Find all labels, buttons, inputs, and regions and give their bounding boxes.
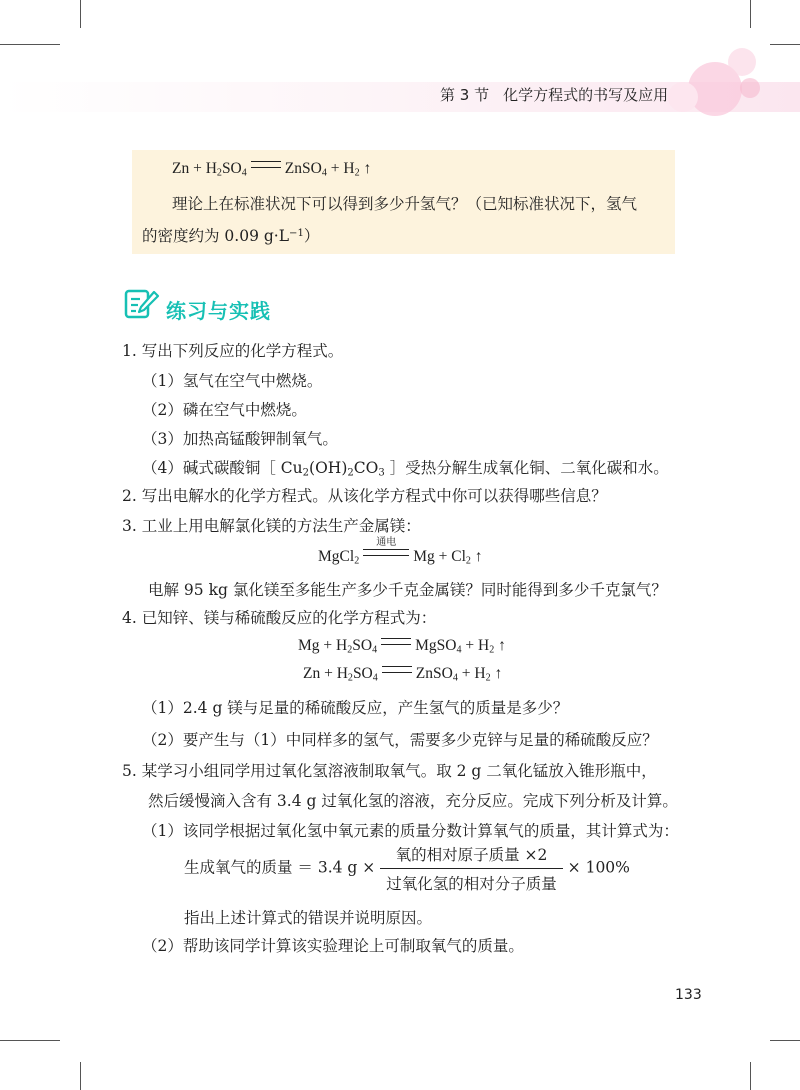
question-5-item: （2）帮助该同学计算该实验理论上可制取氧气的质量。 <box>142 937 524 955</box>
formula-numerator: 氧的相对原子质量 ×2 <box>380 843 563 869</box>
question-1-item: （2）磷在空气中燃烧。 <box>142 401 307 419</box>
reaction-condition: 通电 <box>376 537 397 549</box>
question-1-item: （4）碱式碳酸铜［ $Cu_2(OH)_2CO_3$ ］受热分解生成氧化铜、二氧化碳和水。 <box>142 459 669 479</box>
crop-mark <box>750 0 751 28</box>
crop-mark <box>80 1062 81 1090</box>
question-4-equation-2: $Zn + H_2SO_4$ ZnSO$_4$ + $H_2$ ↑ <box>303 665 503 684</box>
question-3-question: 电解 95 kg 氯化镁至多能生产多少千克金属镁？同时能得到多少千克氯气？ <box>148 581 667 599</box>
question-1-stem: 1. 写出下列反应的化学方程式。 <box>122 342 344 360</box>
question-1-item: （1）氢气在空气中燃烧。 <box>142 372 323 390</box>
section-number: 第 3 节 <box>440 86 490 104</box>
formula-prefix: 生成氧气的质量 ＝ 3.4 g × <box>184 858 376 877</box>
question-5-formula <box>184 843 630 894</box>
example-question-line: 的密度约为 0.09 $g\cdot L^{-1}$） <box>142 227 320 245</box>
crop-mark <box>770 1040 800 1041</box>
question-3-stem: 3. 工业上用电解氯化镁的方法生产金属镁： <box>122 517 421 535</box>
crop-mark <box>770 44 800 45</box>
example-equation: $Zn + H_2SO_4$ ZnSO$_4$ + $H_2$ ↑ <box>172 160 372 179</box>
example-question-line: 理论上在标准状况下可以得到多少升氢气？（已知标准状况下，氢气 <box>172 195 638 213</box>
question-4-item: （1）2.4 g 镁与足量的稀硫酸反应，产生氢气的质量是多少？ <box>142 699 569 717</box>
question-5-task: 指出上述计算式的错误并说明原因。 <box>184 909 433 927</box>
crop-mark <box>80 0 81 28</box>
question-5-stem: 5. 某学习小组同学用过氧化氢溶液制取氧气。取 2 g 二氧化锰放入锥形瓶中， <box>122 762 657 780</box>
question-4-equation-1: $Mg + H_2SO_4$ MgSO$_4$ + $H_2$ ↑ <box>298 637 506 656</box>
formula-fraction <box>380 843 563 894</box>
header-bubble-decoration <box>728 48 756 76</box>
crop-mark <box>0 1040 60 1041</box>
running-header <box>440 84 668 105</box>
question-2-stem: 2. 写出电解水的化学方程式。从该化学方程式中你可以获得哪些信息？ <box>122 487 607 505</box>
section-heading: 练习与实践 <box>166 299 271 323</box>
question-5-item: （1）该同学根据过氧化氢中氧元素的质量分数计算氧气的质量，其计算式为： <box>142 822 679 840</box>
formula-denominator: 过氧化氢的相对分子质量 <box>386 875 557 893</box>
question-4-stem: 4. 已知锌、镁与稀硫酸反应的化学方程式为： <box>122 609 437 627</box>
formula-suffix: × 100% <box>567 858 630 877</box>
question-3-equation: MgCl$_2$ 通电 $Mg + Cl_2$ ↑ <box>318 537 483 567</box>
question-5-stem: 然后缓慢滴入含有 3.4 g 过氧化氢的溶液，充分反应。完成下列分析及计算。 <box>148 792 678 810</box>
crop-mark <box>750 1062 751 1090</box>
question-1-item: （3）加热高锰酸钾制氧气。 <box>142 430 338 448</box>
header-bubble-decoration <box>740 78 760 98</box>
section-title: 化学方程式的书写及应用 <box>503 86 669 104</box>
header-bubble-decoration <box>668 82 698 112</box>
pencil-note-icon <box>124 288 160 320</box>
page-number: 133 <box>675 987 702 1003</box>
crop-mark <box>0 44 60 45</box>
question-4-item: （2）要产生与（1）中同样多的氢气，需要多少克锌与足量的稀硫酸反应？ <box>142 731 658 749</box>
